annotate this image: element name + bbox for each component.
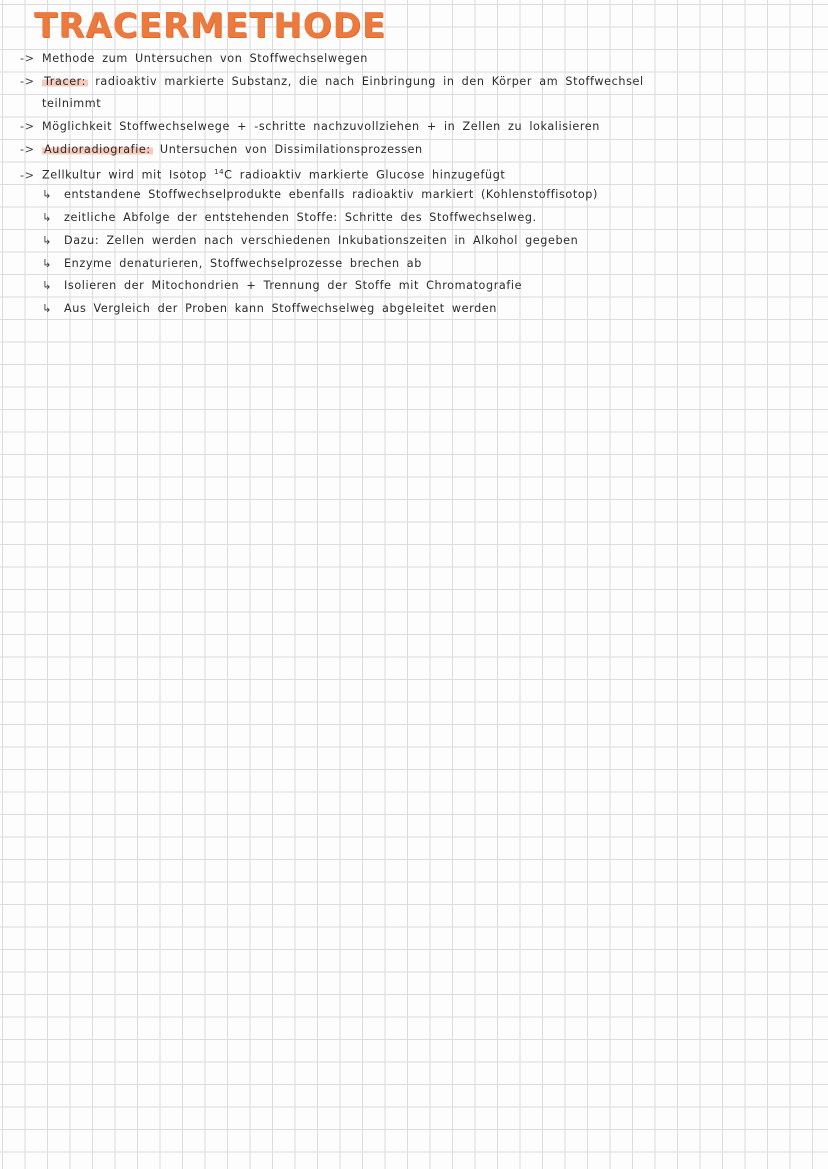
note-line-3 [20,120,600,134]
note-line-2-continuation: teilnimmt [42,97,102,110]
note-text: Untersuchen von Dissimilationsprozessen [159,143,423,156]
sub-arrow-icon: ↳ [42,188,52,201]
isotope-mass: 14 [214,168,225,176]
sub-arrow-icon: ↳ [42,211,52,224]
note-text: Enzyme denaturieren, Stoffwechselprozesse brechen ab [64,257,422,270]
note-text: entstandene Stoffwechselprodukte ebenfalls radioaktiv markiert (Kohlenstoffisotop) [64,188,598,201]
note-text: Aus Vergleich der Proben kann Stoffwechselweg abgeleitet werden [64,302,497,315]
sub-arrow-icon: ↳ [42,279,52,292]
sub-line-3 [42,234,578,248]
note-text: Methode zum Untersuchen von Stoffwechselwegen [42,52,368,65]
note-text: Isolieren der Mitochondrien + Trennung der Stoffe mit Chromatografie [64,279,523,292]
note-text: zeitliche Abfolge der entstehenden Stoffe: Schritte des Stoffwechselweg. [64,211,537,224]
arrow-icon: -> [20,120,35,133]
arrow-icon: -> [20,143,35,156]
note-text: radioaktiv markierte Substanz, die nach Einbringung in den Körper am Stoffwechsel [95,75,644,88]
sub-line-1 [42,188,598,202]
note-text: radioaktiv markierte Glucose hinzugefügt [239,168,506,182]
arrow-icon: -> [20,52,35,65]
note-text: Möglichkeit Stoffwechselwege + -schritte nachzuvollziehen + in Zellen zu lokalisieren [42,120,600,133]
sub-arrow-icon: ↳ [42,257,52,270]
highlighted-term: Tracer: [44,75,87,88]
note-text: Zellkultur wird mit Isotop [42,168,207,182]
arrow-icon: -> [20,75,35,88]
highlighted-term: Audioradiografie: [44,143,151,156]
sub-line-6 [42,302,497,316]
arrow-icon: -> [20,168,35,182]
note-text: Dazu: Zellen werden nach verschiedenen Inkubationszeiten in Alkohol gegeben [64,234,579,247]
page-title: TRACERMETHODE [34,6,387,46]
sub-arrow-icon: ↳ [42,302,52,315]
note-line-5 [20,165,505,183]
note-line-4 [20,143,423,157]
sub-arrow-icon: ↳ [42,234,52,247]
sub-line-4 [42,257,422,271]
note-line-2 [20,75,644,89]
sub-line-5 [42,279,522,293]
isotope-element: C [224,168,233,182]
note-line-1 [20,52,368,66]
sub-line-2 [42,211,537,225]
